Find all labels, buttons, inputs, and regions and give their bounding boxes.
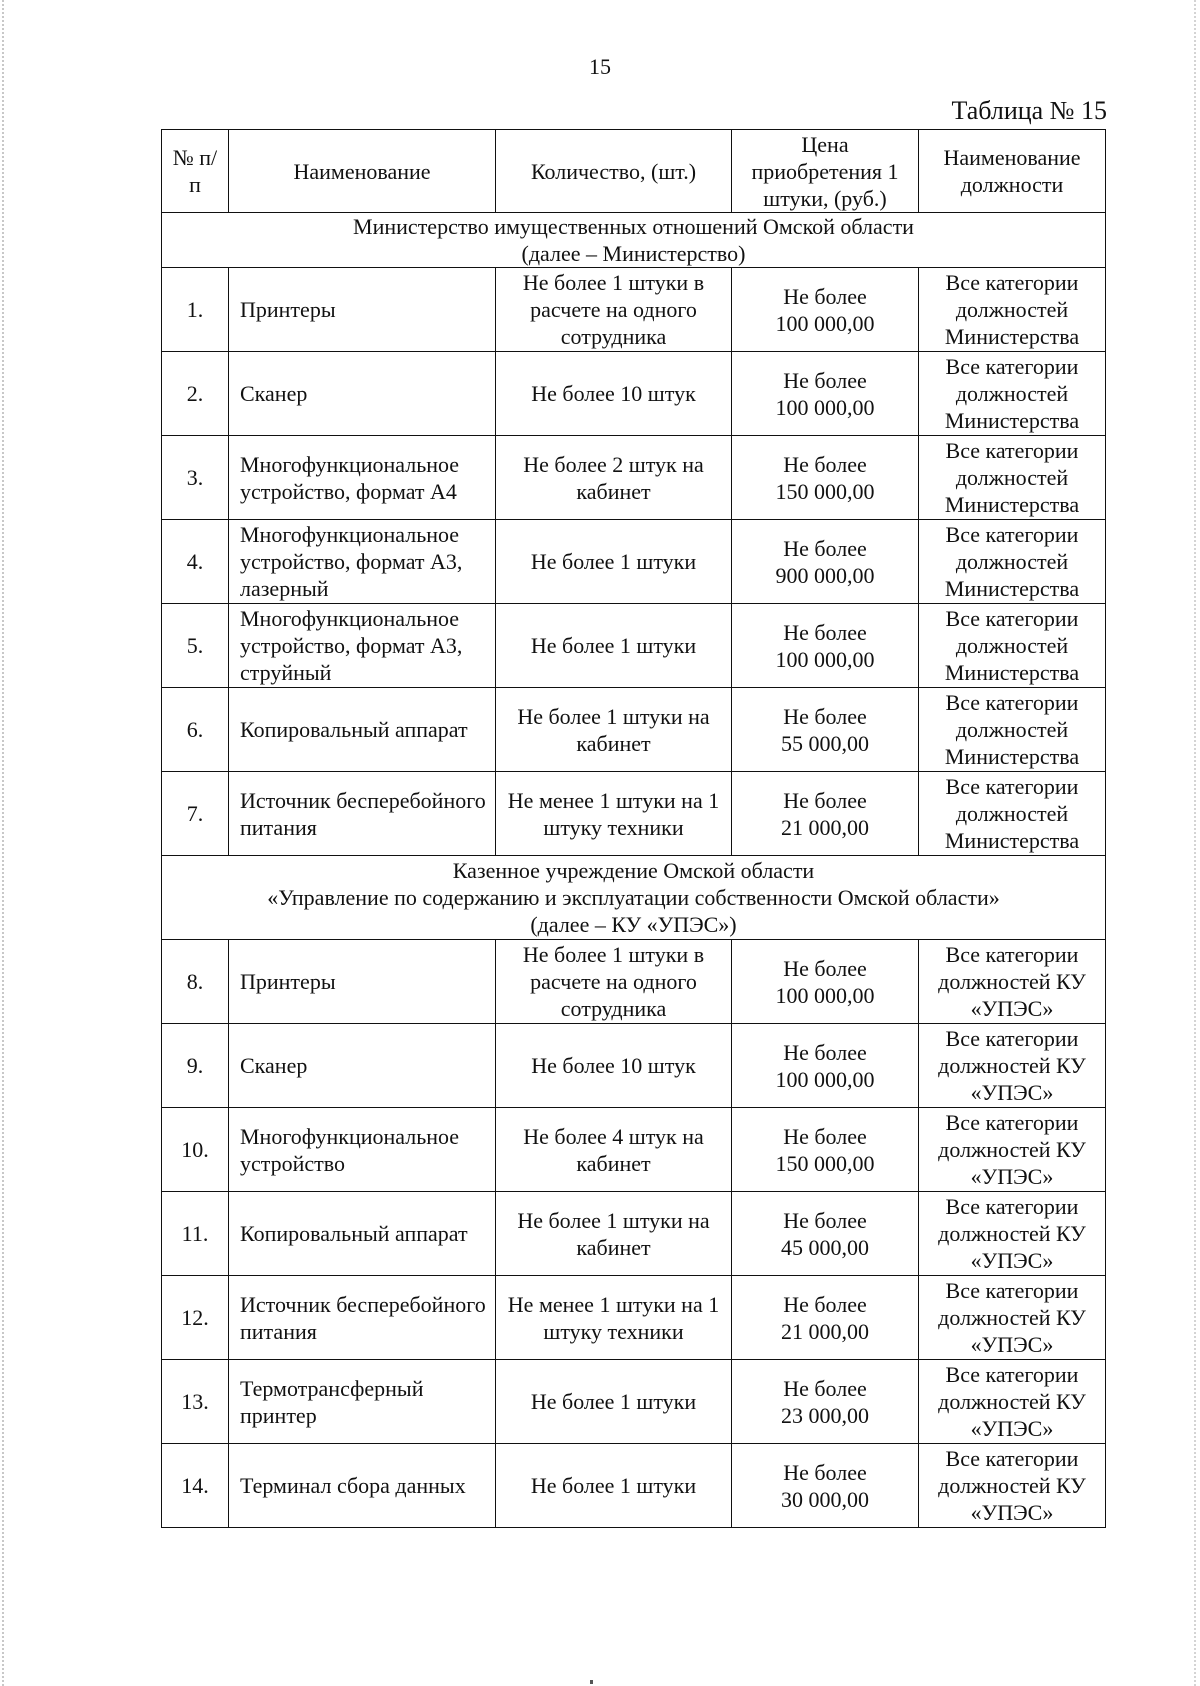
- price-prefix: Не более: [783, 955, 867, 981]
- section-title-line: (далее – Министерство): [521, 241, 746, 266]
- cell-num: 13.: [162, 1360, 229, 1444]
- price-prefix: Не более: [783, 1375, 867, 1401]
- cell-name: Источник бесперебойного питания: [229, 1276, 496, 1360]
- cell-quantity: Не более 1 штуки: [496, 1444, 732, 1528]
- cell-num: 10.: [162, 1108, 229, 1192]
- cell-num: 5.: [162, 604, 229, 688]
- header-quantity: Количество, (шт.): [496, 130, 732, 213]
- header-num: № п/п: [162, 130, 229, 213]
- cell-position: Все категории должностей Министерства: [919, 436, 1106, 520]
- cell-name: Копировальный аппарат: [229, 1192, 496, 1276]
- cell-name: Термотрансферный принтер: [229, 1360, 496, 1444]
- cell-num: 3.: [162, 436, 229, 520]
- cell-quantity: Не более 4 штук на кабинет: [496, 1108, 732, 1192]
- price-prefix: Не более: [783, 1207, 867, 1233]
- cell-position: Все категории должностей Министерства: [919, 688, 1106, 772]
- cell-num: 14.: [162, 1444, 229, 1528]
- cell-num: 6.: [162, 688, 229, 772]
- table-caption: Таблица № 15: [951, 96, 1107, 125]
- cell-price: [732, 604, 919, 688]
- cell-name: Принтеры: [229, 268, 496, 352]
- cell-position: Все категории должностей КУ «УПЭС»: [919, 1360, 1106, 1444]
- cell-position: Все категории должностей КУ «УПЭС»: [919, 1024, 1106, 1108]
- cell-quantity: Не более 1 штуки в расчете на одного сотрудника: [496, 268, 732, 352]
- cell-quantity: Не более 2 штук на кабинет: [496, 436, 732, 520]
- price-value: 100 000,00: [775, 310, 875, 336]
- table-row: [162, 1360, 1106, 1444]
- cell-quantity: Не более 1 штуки: [496, 604, 732, 688]
- table-row: [162, 1108, 1106, 1192]
- cell-num: 2.: [162, 352, 229, 436]
- cell-quantity: Не более 1 штуки на кабинет: [496, 688, 732, 772]
- section-title-line: Министерство имущественных отношений Омской области: [353, 214, 914, 239]
- section-row: [162, 856, 1106, 940]
- scan-speck: [590, 1680, 593, 1684]
- cell-name: Сканер: [229, 1024, 496, 1108]
- cell-num: 4.: [162, 520, 229, 604]
- price-prefix: Не более: [783, 1123, 867, 1149]
- price-value: 100 000,00: [775, 1066, 875, 1092]
- price-value: 23 000,00: [781, 1402, 869, 1428]
- cell-position: Все категории должностей КУ «УПЭС»: [919, 1192, 1106, 1276]
- price-value: 150 000,00: [775, 1150, 875, 1176]
- table-row: [162, 268, 1106, 352]
- table-body: [162, 213, 1106, 1528]
- header-price: Цена приобретения 1 штуки, (руб.): [732, 130, 919, 213]
- cell-name: Принтеры: [229, 940, 496, 1024]
- cell-position: Все категории должностей Министерства: [919, 772, 1106, 856]
- scan-edge-right: [1194, 0, 1196, 1686]
- cell-name: Многофункциональное устройство: [229, 1108, 496, 1192]
- cell-num: 7.: [162, 772, 229, 856]
- price-prefix: Не более: [783, 787, 867, 813]
- table-row: [162, 1192, 1106, 1276]
- cell-num: 9.: [162, 1024, 229, 1108]
- table-row: [162, 940, 1106, 1024]
- cell-quantity: Не более 10 штук: [496, 1024, 732, 1108]
- table-row: [162, 352, 1106, 436]
- price-value: 55 000,00: [781, 730, 869, 756]
- cell-price: [732, 940, 919, 1024]
- price-prefix: Не более: [783, 367, 867, 393]
- cell-name: Многофункциональное устройство, формат А4: [229, 436, 496, 520]
- table-row: [162, 1276, 1106, 1360]
- scan-edge-left: [2, 0, 4, 1686]
- cell-name: Терминал сбора данных: [229, 1444, 496, 1528]
- equipment-norms-table: [161, 129, 1106, 1528]
- cell-position: Все категории должностей Министерства: [919, 352, 1106, 436]
- price-prefix: Не более: [783, 1459, 867, 1485]
- section-title: [162, 856, 1106, 940]
- table-header-row: [162, 130, 1106, 213]
- cell-position: Все категории должностей Министерства: [919, 268, 1106, 352]
- cell-num: 8.: [162, 940, 229, 1024]
- price-prefix: Не более: [783, 535, 867, 561]
- cell-num: 12.: [162, 1276, 229, 1360]
- price-prefix: Не более: [783, 451, 867, 477]
- header-name: Наименование: [229, 130, 496, 213]
- table-row: [162, 688, 1106, 772]
- price-prefix: Не более: [783, 703, 867, 729]
- price-prefix: Не более: [783, 1291, 867, 1317]
- cell-quantity: Не более 10 штук: [496, 352, 732, 436]
- cell-price: [732, 436, 919, 520]
- cell-quantity: Не менее 1 штуки на 1 штуку техники: [496, 772, 732, 856]
- page-number: 15: [589, 54, 611, 79]
- price-value: 30 000,00: [781, 1486, 869, 1512]
- cell-position: Все категории должностей Министерства: [919, 520, 1106, 604]
- section-title-line: «Управление по содержанию и эксплуатации собственности Омской области»: [267, 885, 1000, 910]
- price-prefix: Не более: [783, 1039, 867, 1065]
- price-value: 100 000,00: [775, 646, 875, 672]
- cell-name: Источник бесперебойного питания: [229, 772, 496, 856]
- cell-price: [732, 1192, 919, 1276]
- table-row: [162, 772, 1106, 856]
- cell-name: Многофункциональное устройство, формат А3, лазерный: [229, 520, 496, 604]
- cell-price: [732, 1276, 919, 1360]
- cell-quantity: Не менее 1 штуки на 1 штуку техники: [496, 1276, 732, 1360]
- cell-quantity: Не более 1 штуки на кабинет: [496, 1192, 732, 1276]
- cell-price: [732, 1360, 919, 1444]
- price-value: 21 000,00: [781, 814, 869, 840]
- price-value: 900 000,00: [775, 562, 875, 588]
- table-row: [162, 436, 1106, 520]
- table-row: [162, 604, 1106, 688]
- cell-position: Все категории должностей КУ «УПЭС»: [919, 940, 1106, 1024]
- price-prefix: Не более: [783, 283, 867, 309]
- cell-position: Все категории должностей КУ «УПЭС»: [919, 1444, 1106, 1528]
- cell-name: Сканер: [229, 352, 496, 436]
- price-value: 100 000,00: [775, 394, 875, 420]
- cell-name: Копировальный аппарат: [229, 688, 496, 772]
- cell-name: Многофункциональное устройство, формат А3, струйный: [229, 604, 496, 688]
- cell-num: 1.: [162, 268, 229, 352]
- cell-price: [732, 772, 919, 856]
- cell-position: Все категории должностей Министерства: [919, 604, 1106, 688]
- price-value: 150 000,00: [775, 478, 875, 504]
- table-row: [162, 1024, 1106, 1108]
- cell-price: [732, 1444, 919, 1528]
- cell-quantity: Не более 1 штуки: [496, 520, 732, 604]
- table-row: [162, 1444, 1106, 1528]
- cell-position: Все категории должностей КУ «УПЭС»: [919, 1108, 1106, 1192]
- cell-price: [732, 1108, 919, 1192]
- cell-num: 11.: [162, 1192, 229, 1276]
- section-title-line: (далее – КУ «УПЭС»): [530, 912, 737, 937]
- cell-price: [732, 352, 919, 436]
- cell-price: [732, 688, 919, 772]
- cell-quantity: Не более 1 штуки в расчете на одного сотрудника: [496, 940, 732, 1024]
- price-value: 45 000,00: [781, 1234, 869, 1260]
- section-row: [162, 213, 1106, 268]
- price-prefix: Не более: [783, 619, 867, 645]
- price-value: 21 000,00: [781, 1318, 869, 1344]
- cell-price: [732, 1024, 919, 1108]
- table-row: [162, 520, 1106, 604]
- cell-quantity: Не более 1 штуки: [496, 1360, 732, 1444]
- cell-position: Все категории должностей КУ «УПЭС»: [919, 1276, 1106, 1360]
- cell-price: [732, 520, 919, 604]
- cell-price: [732, 268, 919, 352]
- section-title: [162, 213, 1106, 268]
- section-title-line: Казенное учреждение Омской области: [452, 858, 815, 883]
- header-position: Наименование должности: [919, 130, 1106, 213]
- price-value: 100 000,00: [775, 982, 875, 1008]
